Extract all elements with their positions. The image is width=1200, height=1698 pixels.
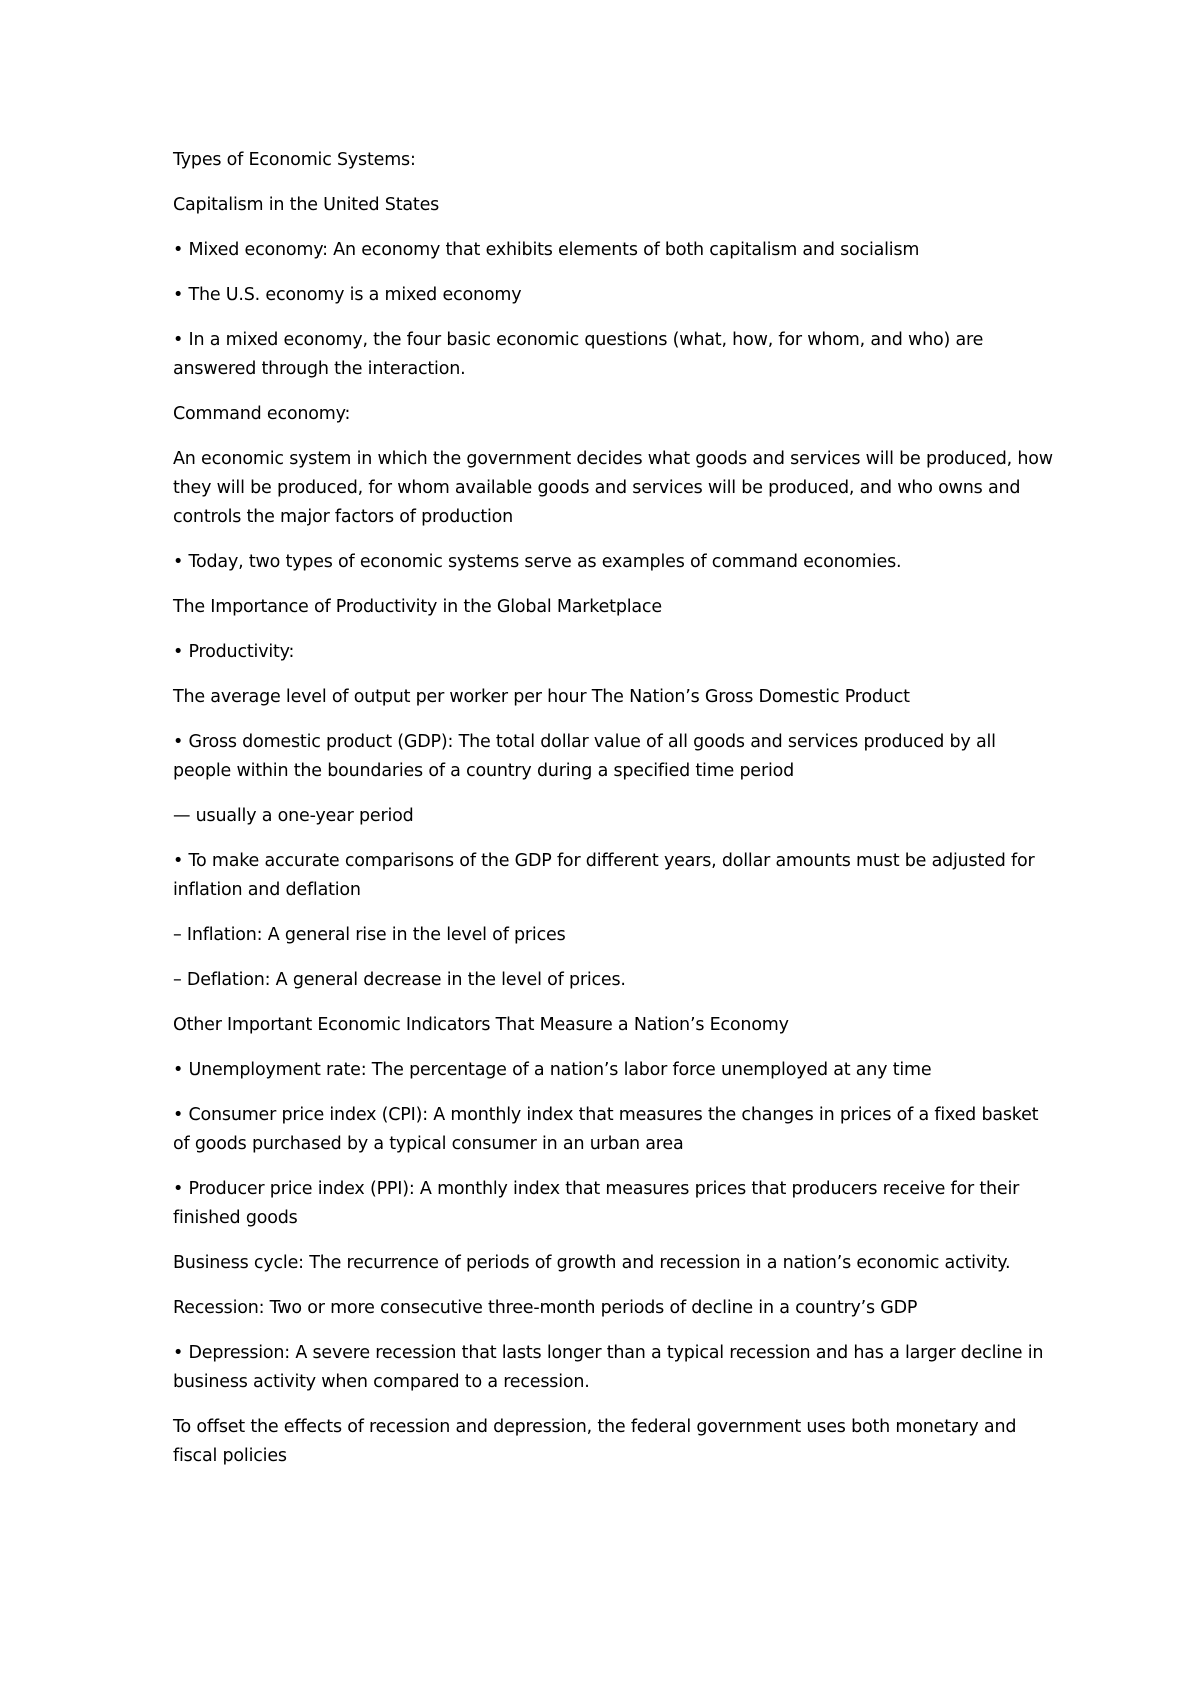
bullet-us-economy: • The U.S. economy is a mixed economy — [173, 285, 522, 305]
paragraph-productivity-definition: The average level of output per worker per hour The Nation’s Gross Domestic Product — [173, 687, 910, 707]
paragraph-command-economy-definition: An economic system in which the government decides what goods and services will be produced, how they will be produced, for whom available goods and services will be produced, and who owns and controls the major factors of production — [173, 449, 1053, 527]
heading-productivity: The Importance of Productivity in the Global Marketplace — [173, 597, 662, 617]
bullet-accurate-comparisons: • To make accurate comparisons of the GDP for different years, dollar amounts must be adjusted for inflation and deflation — [173, 851, 1035, 900]
bullet-ppi: • Producer price index (PPI): A monthly index that measures prices that producers receive for their finished goods — [173, 1179, 1020, 1228]
dash-inflation: – Inflation: A general rise in the level of prices — [173, 925, 566, 945]
heading-economic-indicators: Other Important Economic Indicators That Measure a Nation’s Economy — [173, 1015, 789, 1035]
paragraph-recession: Recession: Two or more consecutive three-month periods of decline in a country’s GDP — [173, 1298, 918, 1318]
dash-one-year-period: — usually a one-year period — [173, 806, 414, 826]
document-body — [173, 146, 1053, 1487]
bullet-command-examples: • Today, two types of economic systems serve as examples of command economies. — [173, 552, 902, 572]
paragraph-business-cycle: Business cycle: The recurrence of periods of growth and recession in a nation’s economic activity. — [173, 1253, 1011, 1273]
heading-types-of-economic-systems: Types of Economic Systems: — [173, 150, 416, 170]
heading-command-economy: Command economy: — [173, 404, 351, 424]
dash-deflation: – Deflation: A general decrease in the level of prices. — [173, 970, 626, 990]
bullet-mixed-economy: • Mixed economy: An economy that exhibits elements of both capitalism and socialism — [173, 240, 920, 260]
bullet-unemployment-rate: • Unemployment rate: The percentage of a nation’s labor force unemployed at any time — [173, 1060, 932, 1080]
bullet-cpi: • Consumer price index (CPI): A monthly index that measures the changes in prices of a fixed basket of goods purchased by a typical consumer in an urban area — [173, 1105, 1039, 1154]
bullet-depression: • Depression: A severe recession that lasts longer than a typical recession and has a larger decline in business activity when compared to a recession. — [173, 1343, 1044, 1392]
heading-capitalism: Capitalism in the United States — [173, 195, 440, 215]
bullet-gdp: • Gross domestic product (GDP): The total dollar value of all goods and services produced by all people within the boundaries of a country during a specified time period — [173, 732, 996, 781]
paragraph-offset-effects: To offset the effects of recession and depression, the federal government uses both monetary and fiscal policies — [173, 1417, 1017, 1466]
bullet-productivity: • Productivity: — [173, 642, 295, 662]
bullet-four-questions: • In a mixed economy, the four basic economic questions (what, how, for whom, and who) are answered through the interaction. — [173, 330, 984, 379]
